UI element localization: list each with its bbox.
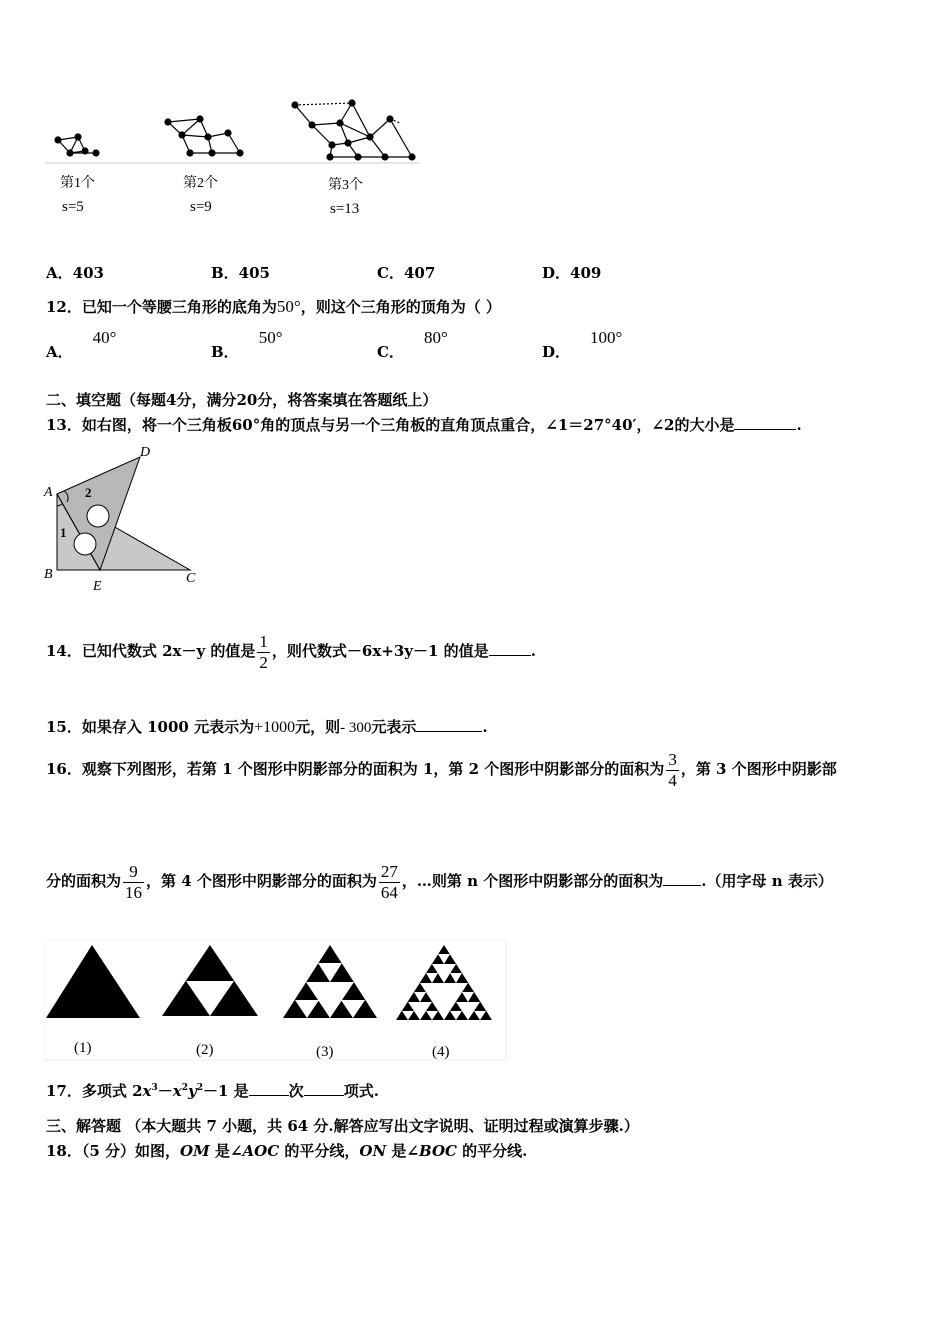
q16-answer-blank[interactable] xyxy=(663,871,701,886)
q12-text: 已知一个等腰三角形的底角为 xyxy=(81,298,277,316)
q16-fraction-27-64: $\frac{27}{64}$ xyxy=(380,862,398,902)
q11-option-d: D．409 xyxy=(542,264,602,282)
q13-triangle-figure xyxy=(40,440,210,595)
question-16-line-2: 分的面积为 $\frac{9}{16}$ ，第 4 个图形中阴影部分的面积为 $\frac{27}{64}$ ，…则第 n 个图形中阴影部分的面积为 .（用字母 n 表示） xyxy=(46,862,833,902)
q11-option-b: B．405 xyxy=(211,264,270,282)
q12-text-after: ，则这个三角形的顶角为（ ） xyxy=(300,298,501,316)
q17-degree-blank[interactable] xyxy=(249,1081,289,1096)
question-15: 15．如果存入 1000 元表示为+1000元，则- 300元表示 . xyxy=(46,718,488,736)
q13-text: 13．如右图，将一个三角板60°角的顶点与另一个三角板的直角顶点重合，∠1＝27°40′，∠2的大小是 xyxy=(46,416,735,434)
q14-fraction: $\frac{1}{2}$ xyxy=(259,632,268,672)
section-2-heading: 二、填空题（每题4分，满分20分，将答案填在答题纸上） xyxy=(46,391,438,409)
question-13: 13．如右图，将一个三角板60°角的顶点与另一个三角板的直角顶点重合，∠1＝27°40′，∠2的大小是 . xyxy=(46,416,802,434)
q11-option-c: C．407 xyxy=(377,264,436,282)
q11-figure-3 xyxy=(292,100,415,160)
q11-sum-3: s=13 xyxy=(330,201,360,217)
q12-option-b: B．50° xyxy=(211,328,283,361)
q11-figure-1 xyxy=(55,134,99,156)
q14-answer-blank[interactable] xyxy=(489,641,531,656)
q11-option-a: A．403 xyxy=(46,264,104,282)
sierpinski-caption-1: (1) xyxy=(74,1040,92,1056)
q13-label-d: D xyxy=(140,445,151,460)
q11-caption-3: 第3个 xyxy=(328,178,363,193)
q13-label-angle-1: 1 xyxy=(60,525,67,540)
q12-option-a: A．40° xyxy=(46,328,117,361)
question-12 xyxy=(46,296,501,317)
q11-caption-2: 第2个 xyxy=(183,176,218,191)
question-17: 17．多项式 $2x^3-x^2y^2-1$ 是 次 项式. xyxy=(46,1082,379,1100)
q12-number: 12． xyxy=(46,298,82,316)
sierpinski-caption-2: (2) xyxy=(196,1042,214,1058)
q16-sierpinski-figure xyxy=(44,940,508,1062)
q13-label-angle-2: 2 xyxy=(85,485,92,500)
q13-label-a: A xyxy=(44,485,53,500)
q12-option-d: D．100° xyxy=(542,328,623,361)
q12-angle: 50° xyxy=(276,297,301,316)
question-18: 18．（5 分）如图，OM 是∠AOC 的平分线，ON 是∠BOC 的平分线. xyxy=(46,1142,528,1160)
q11-dot-figure xyxy=(40,95,430,175)
question-16-line-1: 16．观察下列图形，若第 1 个图形中阴影部分的面积为 1，第 2 个图形中阴影部分的面积为 $\frac{3}{4}$ ，第 3 个图形中阴影部 xyxy=(46,750,837,790)
sierpinski-caption-3: (3) xyxy=(316,1044,334,1060)
question-14: 14．已知代数式 2x－y 的值是 $\frac{1}{2}$ ，则代数式－6x+3y－1 的值是 . xyxy=(46,632,536,672)
q13-answer-blank[interactable] xyxy=(734,415,796,430)
q11-figure-2 xyxy=(165,116,243,156)
q16-fraction-3-4: $\frac{3}{4}$ xyxy=(668,750,677,790)
section-3-heading: 三、解答题 （本大题共 7 小题，共 64 分.解答应写出文字说明、证明过程或演算步骤.） xyxy=(46,1117,639,1135)
q17-term-blank[interactable] xyxy=(304,1081,344,1096)
q15-answer-blank[interactable] xyxy=(416,717,482,732)
q11-caption-1: 第1个 xyxy=(60,176,95,191)
q13-label-b: B xyxy=(44,567,53,582)
sierpinski-caption-4: (4) xyxy=(432,1044,450,1060)
q12-option-c: C．80° xyxy=(377,328,448,361)
q11-sum-1: s=5 xyxy=(62,199,84,215)
q11-sum-2: s=9 xyxy=(190,199,212,215)
q16-fraction-9-16: $\frac{9}{16}$ xyxy=(125,862,143,902)
q13-label-e: E xyxy=(93,579,102,594)
q13-label-c: C xyxy=(186,571,196,586)
